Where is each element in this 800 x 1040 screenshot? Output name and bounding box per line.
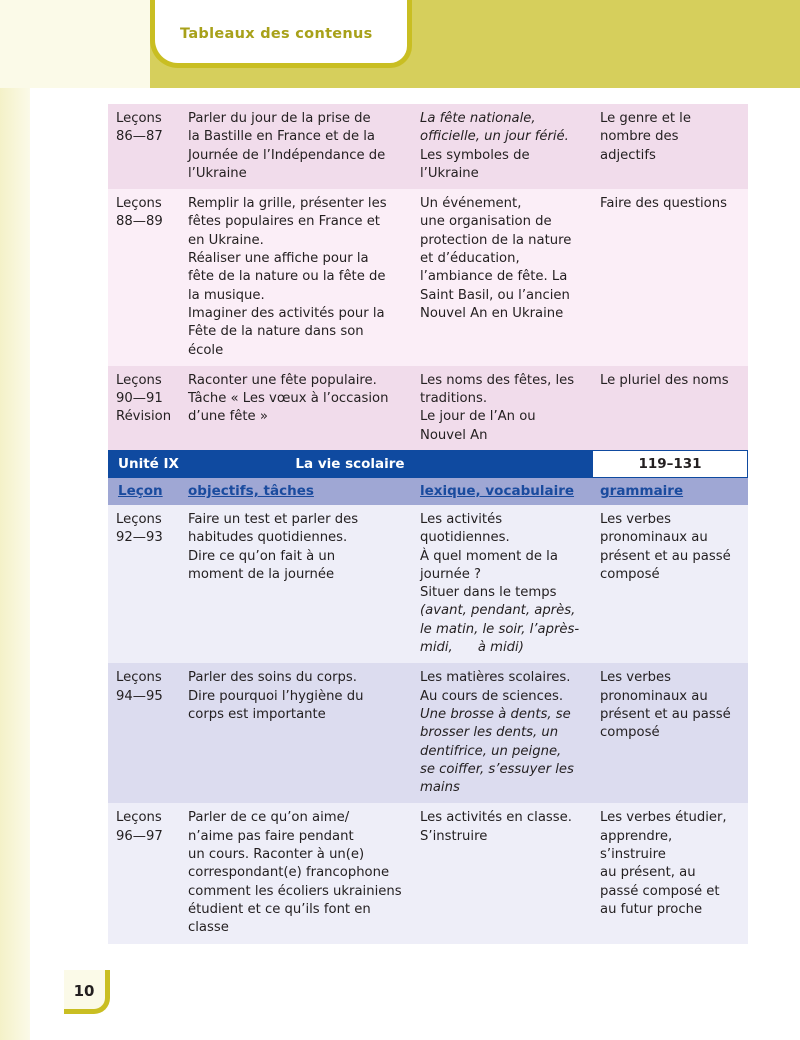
objectives-cell: Parler de ce qu’on aime/ n’aime pas faire pendant un cours. Raconter à un(e) correspondant(e) francophone comment les écoliers ukrainiens étudient et ce qu’ils font en classe bbox=[180, 803, 412, 943]
page-margin-band bbox=[0, 0, 30, 1040]
objectives-cell: Faire un test et parler des habitudes quotidiennes. Dire ce qu’on fait à un moment de la journée bbox=[180, 505, 412, 663]
grammar-cell: Les verbes pronominaux au présent et au passé composé bbox=[592, 505, 748, 663]
lexique-cell: La fête nationale, officielle, un jour férié. Les symboles de l’Ukraine bbox=[412, 104, 592, 189]
lexique-cell: Les matières scolaires. Au cours de sciences. Une brosse à dents, se brosser les dents, un dentifrice, un peigne, se coiffer, s’essuyer les mains bbox=[412, 663, 592, 803]
contents-table-unit bbox=[108, 505, 748, 944]
page-number: 10 bbox=[73, 982, 95, 1000]
table-row bbox=[108, 366, 748, 451]
column-header-lesson: Leçon bbox=[118, 483, 163, 499]
table-row bbox=[108, 663, 748, 803]
table-row bbox=[108, 189, 748, 366]
column-header-lexique: lexique, vocabulaire bbox=[420, 483, 575, 499]
objectives-cell: Raconter une fête populaire. Tâche « Les vœux à l’occasion d’une fête » bbox=[180, 366, 412, 451]
unit-title-bar bbox=[108, 450, 592, 478]
column-headers bbox=[108, 478, 748, 505]
unit-pages: 119–131 bbox=[592, 450, 748, 478]
lesson-cell: Leçons 88—89 bbox=[108, 189, 180, 366]
contents-table-top bbox=[108, 104, 748, 451]
objectives-cell: Remplir la grille, présenter les fêtes populaires en France et en Ukraine. Réaliser une affiche pour la fête de la nature ou la fête de la musique. Imaginer des activités pour la Fête de la nature dans son école bbox=[180, 189, 412, 366]
lexique-cell: Les activités quotidiennes. À quel moment de la journée ? Situer dans le temps (avant, pendant, après, le matin, le soir, l’après- midi, à midi) bbox=[412, 505, 592, 663]
unit-label: Unité IX bbox=[118, 456, 179, 472]
lesson-cell: Leçons 94—95 bbox=[108, 663, 180, 803]
grammar-cell: Les verbes pronominaux au présent et au passé composé bbox=[592, 663, 748, 803]
table-row bbox=[108, 505, 748, 663]
header-corner bbox=[0, 0, 150, 88]
table-row bbox=[108, 104, 748, 189]
lexique-cell: Les noms des fêtes, les traditions. Le jour de l’An ou Nouvel An bbox=[412, 366, 592, 451]
lesson-cell: Leçons 86—87 bbox=[108, 104, 180, 189]
lesson-cell: Leçons 90—91 Révision bbox=[108, 366, 180, 451]
lexique-cell: Un événement, une organisation de protection de la nature et d’éducation, l’ambiance de fête. La Saint Basil, ou l’ancien Nouvel An en Ukraine bbox=[412, 189, 592, 366]
table-row bbox=[108, 803, 748, 943]
objectives-cell: Parler du jour de la prise de la Bastille en France et de la Journée de l’Indépendance de l’Ukraine bbox=[180, 104, 412, 189]
page-header-title: Tableaux des contenus bbox=[180, 26, 373, 42]
grammar-cell: Les verbes étudier, apprendre, s’instruire au présent, au passé composé et au futur proche bbox=[592, 803, 748, 943]
lesson-cell: Leçons 96—97 bbox=[108, 803, 180, 943]
unit-header bbox=[108, 450, 748, 478]
grammar-cell: Le pluriel des noms bbox=[592, 366, 748, 451]
column-header-objectives: objectifs, tâches bbox=[188, 483, 314, 499]
lesson-cell: Leçons 92—93 bbox=[108, 505, 180, 663]
objectives-cell: Parler des soins du corps. Dire pourquoi l’hygiène du corps est importante bbox=[180, 663, 412, 803]
grammar-cell: Le genre et le nombre des adjectifs bbox=[592, 104, 748, 189]
lexique-cell: Les activités en classe. S’instruire bbox=[412, 803, 592, 943]
grammar-cell: Faire des questions bbox=[592, 189, 748, 366]
column-header-grammar: grammaire bbox=[600, 483, 684, 499]
unit-title: La vie scolaire bbox=[295, 456, 405, 472]
